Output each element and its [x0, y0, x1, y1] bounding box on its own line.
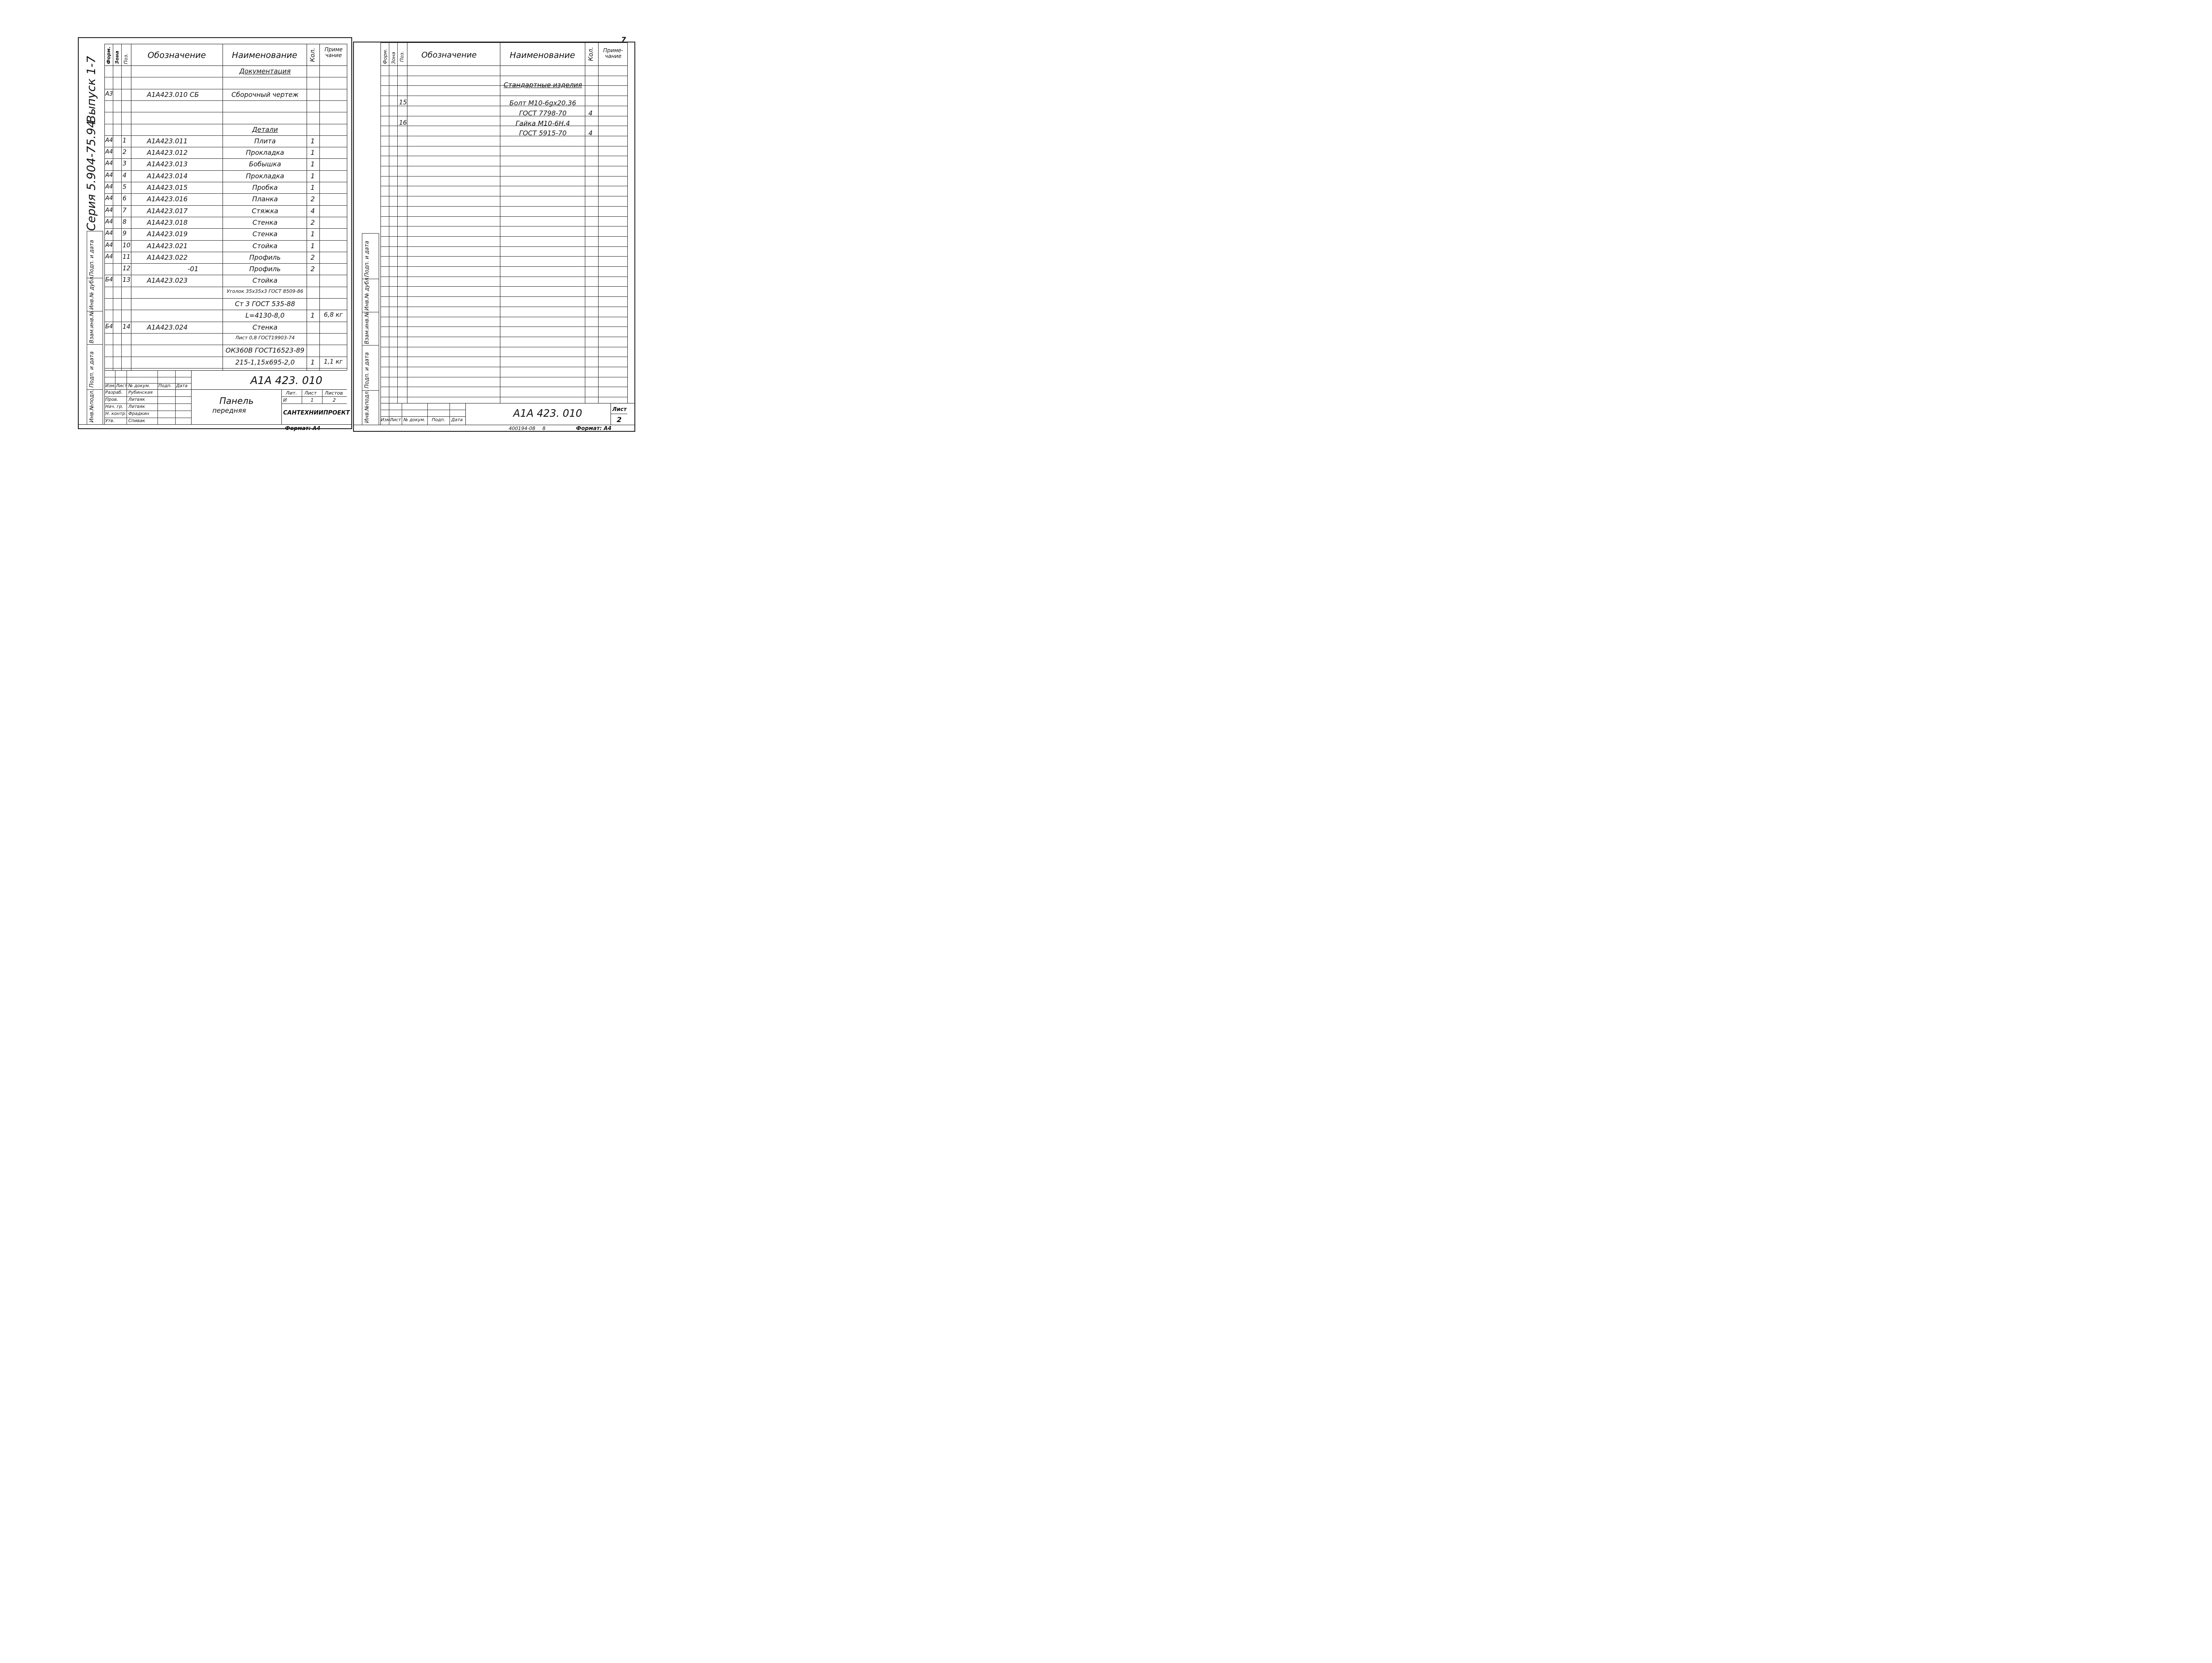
right-hdr-qty: Кол. [588, 47, 595, 61]
left-row-designation: А1А423.019 [147, 230, 188, 238]
left-role-person: Фрадкин [128, 411, 150, 416]
left-row-name: Планка [252, 195, 278, 204]
right-stamp-1: Подп. и дата [364, 241, 370, 277]
right-row-qty: 4 [588, 129, 593, 138]
left-role-title: Пров. [105, 397, 119, 402]
left-row-qty: 1 [311, 149, 315, 157]
left-tb-hdr-date: Дата [176, 384, 188, 388]
left-row-designation: А1А423.021 [147, 242, 188, 250]
left-row-name: Прокладка [246, 149, 284, 157]
left-row-designation: А1А423.016 [147, 195, 188, 204]
left-row-pos: 10 [123, 242, 131, 249]
left-row-pos: 7 [123, 207, 127, 214]
left-row-name: Профиль [249, 265, 281, 273]
left-row-designation: А1А423.015 [147, 184, 188, 192]
left-tb-hdr-list: Лист [116, 384, 127, 388]
right-row-line [380, 266, 627, 267]
left-row-pos: 13 [123, 277, 131, 284]
left-row-format: А4 [105, 149, 113, 156]
left-role-person: Рубинская [128, 390, 153, 395]
left-product-line2: передняя [212, 407, 246, 415]
left-row-qty: 2 [311, 218, 315, 227]
left-role-person: Литвяк [128, 404, 145, 409]
left-row-name: Уголок 35х35х3 ГОСТ 8509-86 [227, 288, 303, 294]
left-row-pos: 1 [123, 137, 127, 144]
left-row-format: А4 [105, 195, 113, 202]
right-stamp-5: Инв.№подл. [364, 389, 370, 423]
left-row-line [104, 263, 347, 264]
left-title-code: А1А 423. 010 [250, 374, 323, 387]
left-row-name: Документация [239, 67, 291, 75]
right-sheet [353, 42, 635, 432]
left-hdr-pos: Поз. [123, 53, 129, 64]
right-tb-hdr-sign: Подп. [432, 418, 445, 422]
left-row-name: Прокладка [246, 172, 284, 180]
right-row-name: Гайка М10-6Н.4 [515, 119, 570, 127]
left-row-name: Пробка [252, 184, 278, 192]
left-row-pos: 5 [123, 184, 127, 191]
left-row-line [104, 205, 347, 206]
left-row-format: Б4 [105, 323, 113, 330]
left-row-pos: 11 [123, 253, 131, 261]
left-hdr-name: Наименование [232, 50, 297, 60]
left-row-format: Б4 [105, 277, 113, 284]
left-row-format: А4 [105, 207, 113, 214]
left-row-note: 1,1 кг [324, 358, 343, 365]
left-row-qty: 2 [311, 265, 315, 273]
left-row-name: Стенка [252, 218, 278, 227]
left-role-title: Н. контр. [105, 411, 127, 416]
left-format: Формат: А4 [285, 425, 321, 431]
left-row-format: А3 [105, 90, 113, 97]
left-row-pos: 14 [123, 323, 131, 330]
left-row-designation: -01 [188, 265, 199, 273]
left-row-qty: 1 [311, 242, 315, 250]
left-row-line [104, 368, 347, 369]
right-row-line [380, 226, 627, 227]
left-hdr-designation: Обозначение [147, 50, 206, 60]
left-row-name: Плита [254, 137, 276, 145]
left-row-name: Стенка [252, 323, 278, 331]
left-row-line [104, 170, 347, 171]
right-tb-hdr-izm: Изм. [381, 418, 392, 422]
left-row-designation: А1А423.018 [147, 218, 188, 227]
right-hdr-format: Форм. [382, 49, 388, 64]
left-row-format: А4 [105, 242, 113, 249]
left-side-series: Серия 5.904-75.94 [85, 120, 98, 231]
right-footer-num: 8 [542, 426, 545, 431]
right-row-line [380, 246, 627, 247]
right-row-line [380, 296, 627, 297]
left-row-name: Ст 3 ГОСТ 535-88 [235, 300, 295, 308]
left-row-pos: 4 [123, 172, 127, 179]
right-stamp-3: Взам.инв.№ [364, 311, 370, 344]
right-tb-hdr-doc: № докум. [403, 418, 426, 422]
left-row-designation: А1А423.014 [147, 172, 188, 180]
left-row-qty: 1 [311, 358, 315, 366]
left-row-format: А4 [105, 230, 113, 237]
right-row-line [380, 326, 627, 327]
left-row-name: Лист 0,8 ГОСТ19903-74 [235, 334, 295, 341]
left-role-title: Утв. [105, 419, 115, 423]
left-row-format: А4 [105, 184, 113, 190]
right-hdr-designation: Обозначение [421, 50, 477, 60]
page-corner-number: 7 [621, 35, 626, 44]
right-sheet-label: Лист [612, 406, 627, 412]
left-row-line [104, 135, 347, 136]
left-stamp-5: Инв.№подл. [88, 389, 95, 422]
right-row-line [380, 256, 627, 257]
left-lit-value: И [283, 397, 287, 403]
left-row-pos: 3 [123, 160, 127, 168]
left-sheet-value: 1 [311, 397, 314, 403]
left-row-line [104, 193, 347, 194]
right-row-name: Стандартные изделия [503, 81, 582, 89]
right-footer-code: 400194-08 [509, 426, 535, 431]
left-row-format: А4 [105, 137, 113, 144]
left-stamp-4: Подп. и дата [88, 351, 95, 388]
left-row-pos: 12 [123, 265, 131, 273]
left-row-name: Стяжка [252, 207, 278, 215]
left-row-line [104, 333, 347, 334]
left-tb-hdr-doc: № докум. [128, 384, 150, 388]
left-row-name: Профиль [249, 253, 281, 261]
left-org: САНТЕХНИИПРОЕКТ [283, 410, 350, 416]
left-stamp-3: Взам.инв.№ [88, 311, 95, 343]
left-row-format: А4 [105, 172, 113, 179]
left-role-person: Литвяк [128, 397, 145, 402]
right-hdr-name: Наименование [510, 50, 575, 60]
left-product-line1: Панель [219, 396, 254, 406]
left-row-name: Сборочный чертеж [231, 90, 299, 99]
right-sheet-value: 2 [617, 415, 622, 424]
left-row-qty: 2 [311, 253, 315, 261]
left-row-pos: 9 [123, 230, 127, 238]
left-row-qty: 1 [311, 311, 315, 320]
left-row-format: А4 [105, 160, 113, 167]
left-row-name: Стойка [252, 277, 278, 285]
left-role-title: Нач. гр. [105, 404, 123, 409]
right-hdr-note: Приме- чание [603, 47, 623, 59]
left-sheets-value: 2 [333, 397, 336, 403]
right-tb-hdr-list: Лист [390, 418, 401, 422]
right-row-line [380, 216, 627, 217]
left-row-name: ОК360В ГОСТ16523-89 [225, 346, 305, 355]
left-hdr-note: Приме чание [324, 46, 343, 58]
right-tb-hdr-date: Дата [451, 418, 463, 422]
left-row-designation: А1А423.012 [147, 149, 188, 157]
left-row-name: Детали [252, 125, 278, 134]
left-hdr-format: Форм. [106, 46, 111, 64]
left-row-qty: 1 [311, 230, 315, 238]
right-row-line [380, 206, 627, 207]
left-row-designation: А1А423.013 [147, 160, 188, 169]
left-row-designation: А1А423.017 [147, 207, 188, 215]
right-row-line [380, 286, 627, 287]
left-row-qty: 2 [311, 195, 315, 204]
left-side-issue: Выпуск 1-7 [85, 56, 98, 123]
right-stamp-4: Подп. и дата [364, 352, 370, 388]
left-row-designation: А1А423.010 СБ [147, 90, 199, 99]
left-row-name: L=4130-8,0 [245, 311, 285, 320]
left-row-qty: 1 [311, 137, 315, 145]
right-stamp-2: Инв.№ дубл. [364, 276, 370, 311]
right-row-qty: 4 [588, 109, 593, 117]
right-row-pos: 16 [399, 119, 407, 127]
right-hdr-pos: Поз. [399, 51, 405, 62]
left-row-qty: 1 [311, 184, 315, 192]
left-row-name: Бобышка [249, 160, 281, 169]
left-stamp-2: Инв.№ дубл. [88, 275, 95, 310]
left-row-qty: 1 [311, 172, 315, 180]
left-row-pos: 6 [123, 195, 127, 203]
left-tb-hdr-izm: Изм. [105, 384, 116, 388]
left-row-designation: А1А423.024 [147, 323, 188, 331]
right-format: Формат: А4 [576, 425, 612, 431]
left-row-line [104, 228, 347, 229]
left-row-designation: А1А423.011 [147, 137, 188, 145]
left-row-format: А4 [105, 218, 113, 225]
left-sheets-label: Листов [325, 390, 343, 396]
left-role-person: Спивак [128, 419, 146, 423]
right-row-name: ГОСТ 7798-70 [519, 109, 567, 117]
left-row-designation: А1А423.022 [147, 253, 188, 261]
left-row-line [104, 240, 347, 241]
left-row-name: Стойка [252, 242, 278, 250]
left-lit-label: Лит. [286, 390, 297, 396]
left-row-format: А4 [105, 253, 113, 260]
left-row-line [104, 100, 347, 101]
left-row-designation: А1А423.023 [147, 277, 188, 285]
left-row-name: Стенка [252, 230, 278, 238]
left-row-note: 6,8 кг [324, 311, 343, 319]
right-title-code: А1А 423. 010 [513, 408, 582, 419]
right-row-pos: 15 [399, 99, 407, 107]
left-tb-hdr-sign: Подп. [158, 384, 172, 388]
left-row-line [104, 298, 347, 299]
right-row-name: Болт М10-6gх20.36 [509, 99, 576, 108]
right-row-line [380, 236, 627, 237]
left-hdr-zone: Зона [114, 50, 120, 64]
left-row-qty: 1 [311, 160, 315, 169]
left-row-name: 215-1,15х695-2,0 [235, 358, 295, 366]
left-role-title: Разраб. [105, 390, 123, 395]
right-hdr-zone: Зона [391, 52, 396, 64]
right-row-name: ГОСТ 5915-70 [519, 129, 567, 138]
left-hdr-qty: Кол. [309, 48, 316, 62]
right-row-line [380, 176, 627, 177]
left-row-pos: 2 [123, 149, 127, 156]
left-row-qty: 4 [311, 207, 315, 215]
left-sheet-label: Лист [304, 390, 317, 396]
left-row-line [104, 158, 347, 159]
left-stamp-1: Подп. и дата [88, 240, 95, 276]
left-row-pos: 8 [123, 218, 127, 226]
